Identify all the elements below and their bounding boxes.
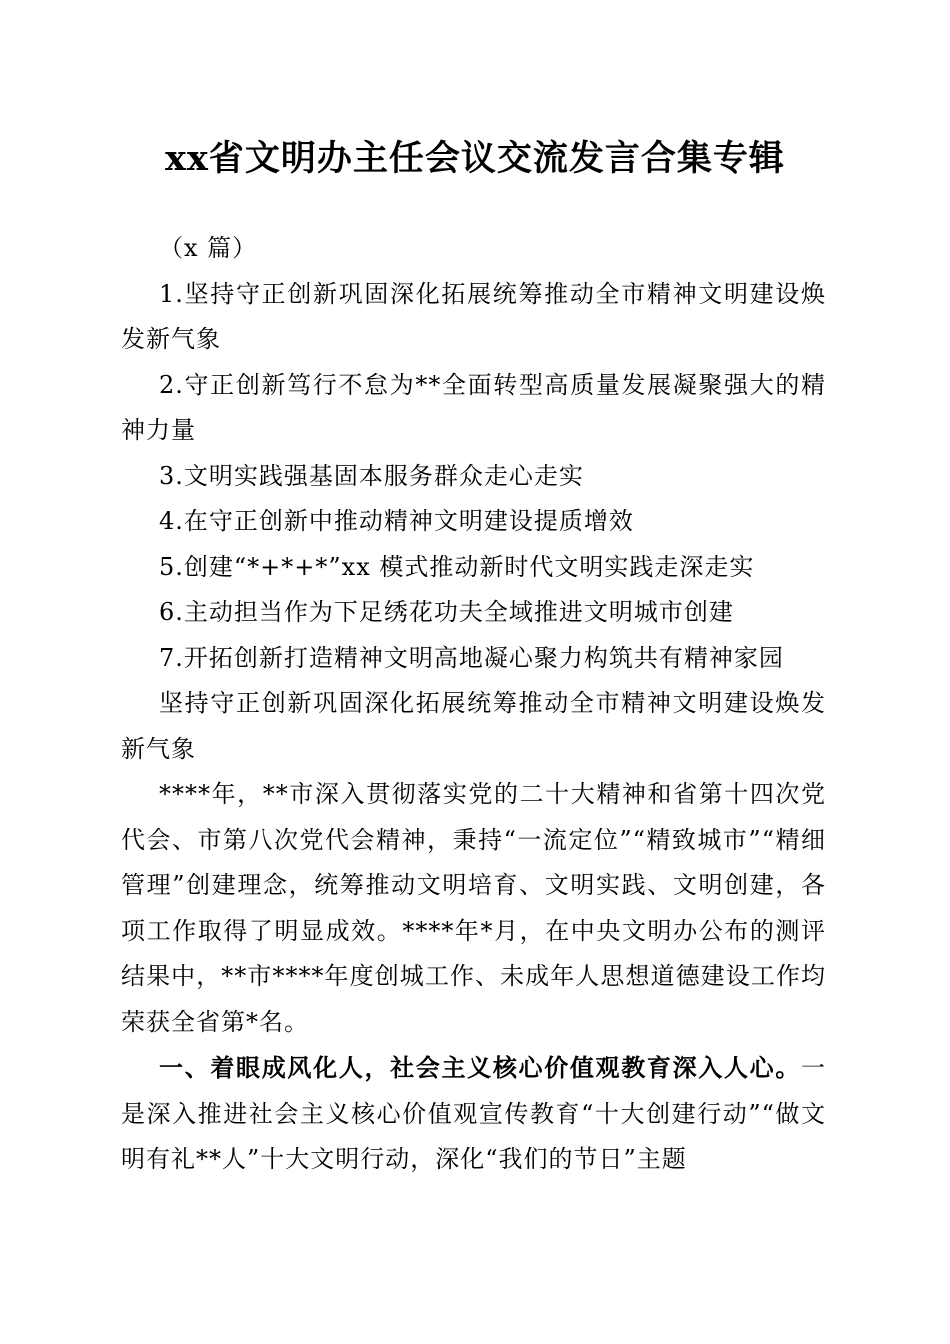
article-heading: 坚持守正创新巩固深化拓展统筹推动全市精神文明建设焕发新气象 xyxy=(121,689,826,763)
toc-item-5: 5.创建“*+*+*”xx 模式推动新时代文明实践走深走实 xyxy=(159,552,755,581)
article-intro-paragraph: ****年，**市深入贯彻落实党的二十大精神和省第十四次党代会、市第八次党代会精神，秉持“一流定位”“精致城市”“精细管理”创建理念，统筹推动文明培育、文明实践、文明创建，各项工作取得了明显成效。****年*月，在中央文明办公布的测评结果中，**市****年度创城工作、未成年人思想道德建设工作均荣获全省第*名。 xyxy=(121,780,826,1036)
section-1-heading: 一、着眼成风化人，社会主义核心价值观教育深入人心。 xyxy=(159,1053,801,1082)
toc-item-2: 2.守正创新笃行不怠为**全面转型高质量发展凝聚强大的精神力量 xyxy=(121,370,826,444)
toc-item-1: 1.坚持守正创新巩固深化拓展统筹推动全市精神文明建设焕发新气象 xyxy=(121,279,826,353)
document-body xyxy=(121,226,826,1183)
toc-item-3: 3.文明实践强基固本服务群众走心走实 xyxy=(159,461,584,490)
toc-item-7: 7.开拓创新打造精神文明高地凝心聚力构筑共有精神家园 xyxy=(159,643,784,672)
count-note: （x 篇） xyxy=(159,234,258,262)
section-1-text: 一是深入推进社会主义核心价值观宣传教育“十大创建行动”“做文明有礼**人”十大文明行动，深化“我们的节日”主题 xyxy=(121,1054,826,1173)
toc-item-6: 6.主动担当作为下足绣花功夫全域推进文明城市创建 xyxy=(159,598,734,626)
document-title: xx省文明办主任会议交流发言合集专辑 xyxy=(165,138,785,179)
toc-item-4: 4.在守正创新中推动精神文明建设提质增效 xyxy=(159,507,634,535)
section-1-paragraph xyxy=(121,1045,826,1183)
